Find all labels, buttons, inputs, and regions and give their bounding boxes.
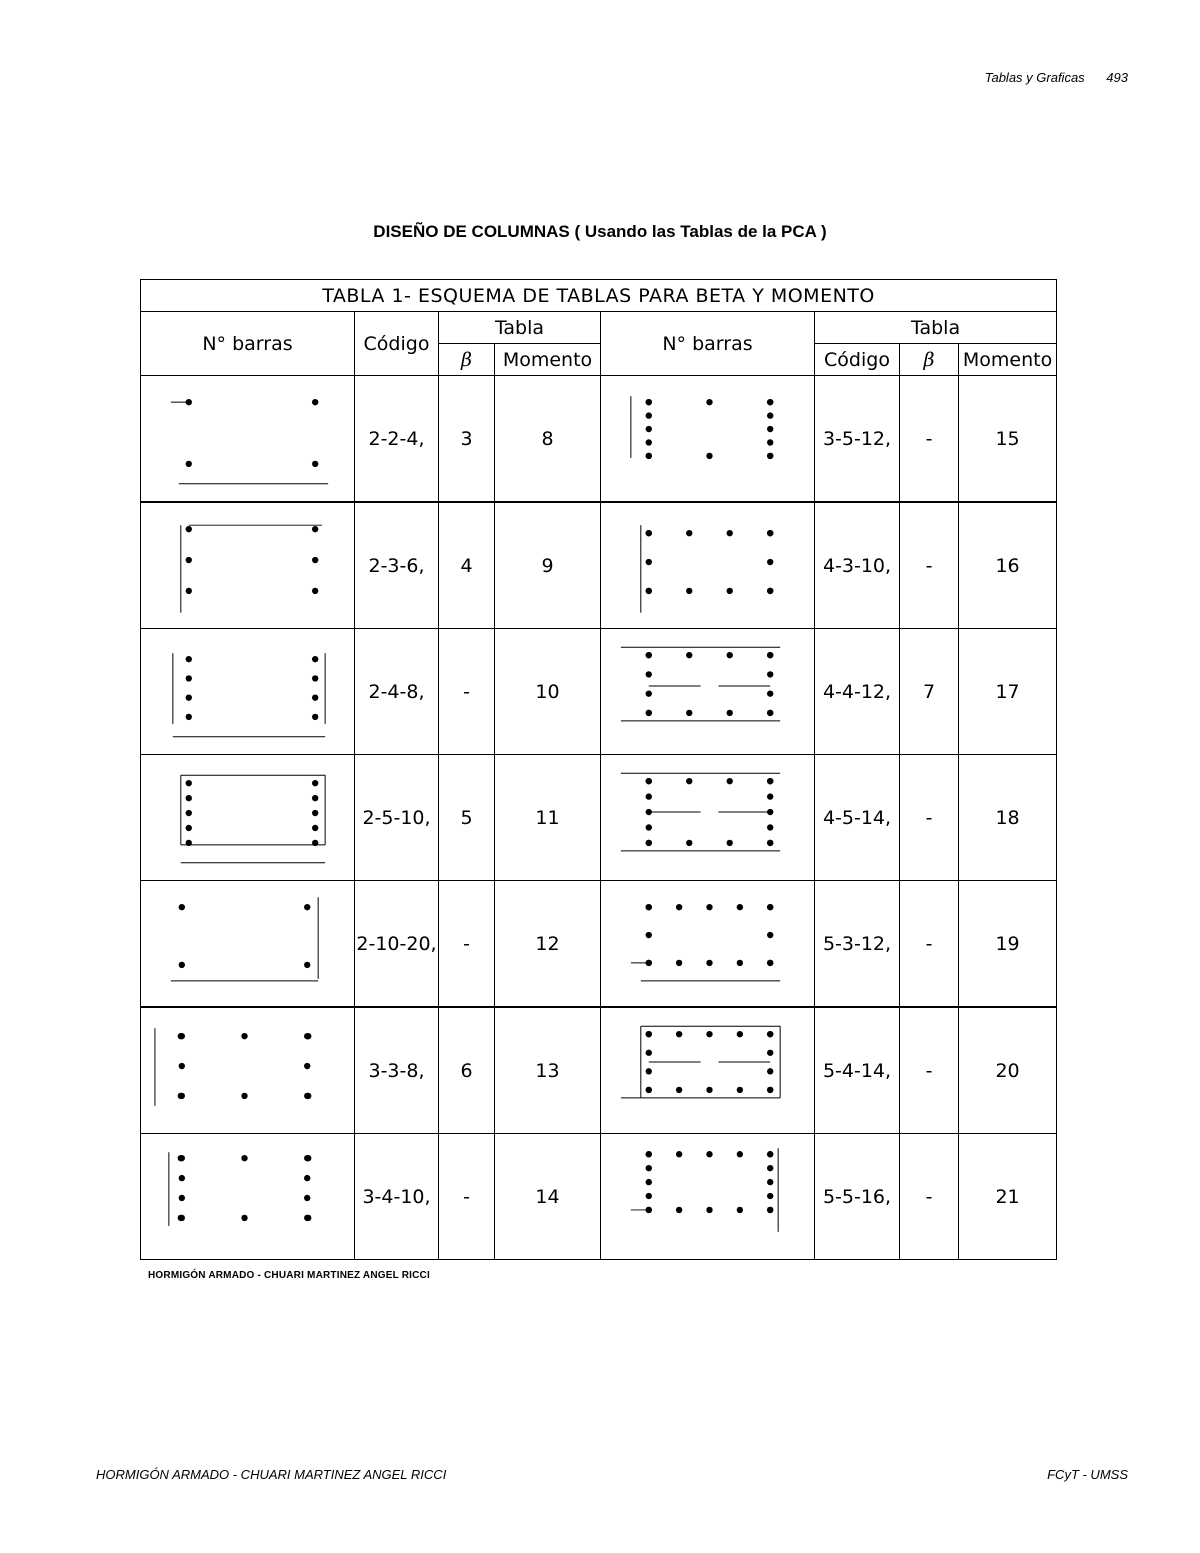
rebar-dot xyxy=(178,1093,184,1099)
section-name: Tablas y Graficas xyxy=(984,70,1085,85)
rebar-dot xyxy=(646,824,652,830)
rebar-dot xyxy=(186,656,192,662)
bar-layout-diagram xyxy=(601,1134,814,1259)
table-row xyxy=(141,881,1057,1008)
rebar-dot xyxy=(304,904,310,910)
bar-layout-diagram xyxy=(601,755,814,880)
column-section-sketch-right xyxy=(601,881,815,1008)
rebar-dot xyxy=(312,588,318,594)
momento-cell: 17 xyxy=(959,629,1057,755)
rebar-dot xyxy=(186,526,192,532)
rebar-dot xyxy=(186,780,192,786)
rebar-dot xyxy=(686,840,692,846)
beta-cell: - xyxy=(900,376,959,503)
rebar-dot xyxy=(186,825,192,831)
header-tabla-left: Tabla xyxy=(439,312,601,344)
rebar-dot xyxy=(737,1151,743,1157)
rebar-dot xyxy=(179,1195,185,1201)
rebar-dot xyxy=(706,453,712,459)
column-section-sketch-left xyxy=(141,376,355,503)
rebar-dot xyxy=(737,960,743,966)
rebar-dot xyxy=(727,588,733,594)
page-title: DISEÑO DE COLUMNAS ( Usando las Tablas de la PCA ) xyxy=(373,222,827,241)
rebar-dot xyxy=(312,780,318,786)
rebar-dot xyxy=(646,932,652,938)
rebar-dot xyxy=(646,1031,652,1037)
momento-cell: 8 xyxy=(495,376,601,503)
codigo-cell: 3-4-10, xyxy=(355,1134,439,1260)
momento-cell: 12 xyxy=(495,881,601,1008)
bar-layout-diagram xyxy=(141,755,354,880)
rebar-dot xyxy=(312,810,318,816)
column-section-sketch-left xyxy=(141,1134,355,1260)
codigo-cell: 3-3-8, xyxy=(355,1007,439,1134)
momento-cell: 15 xyxy=(959,376,1057,503)
rebar-dot xyxy=(767,960,773,966)
bar-layout-diagram xyxy=(601,629,814,754)
beta-cell: 7 xyxy=(900,629,959,755)
rebar-dot xyxy=(686,710,692,716)
header-n-barras-left: N° barras xyxy=(141,312,355,376)
rebar-dot xyxy=(305,1093,311,1099)
rebar-dot xyxy=(767,710,773,716)
rebar-dot xyxy=(676,904,682,910)
column-section-sketch-left xyxy=(141,629,355,755)
rebar-dot xyxy=(305,1215,311,1221)
rebar-dot xyxy=(767,588,773,594)
bar-layout-diagram xyxy=(601,376,814,501)
column-section-sketch-left xyxy=(141,755,355,881)
beta-cell: - xyxy=(900,881,959,1008)
table-row xyxy=(141,629,1057,755)
momento-cell: 10 xyxy=(495,629,601,755)
rebar-dot xyxy=(646,412,652,418)
header-codigo-left: Código xyxy=(355,312,439,376)
rebar-dot xyxy=(312,694,318,700)
column-section-sketch-left xyxy=(141,881,355,1008)
table-row xyxy=(141,1134,1057,1260)
rebar-dot xyxy=(676,960,682,966)
rebar-dot xyxy=(767,652,773,658)
rebar-dot xyxy=(312,557,318,563)
rebar-dot xyxy=(767,932,773,938)
rebar-dot xyxy=(646,1193,652,1199)
momento-cell: 16 xyxy=(959,502,1057,629)
codigo-cell: 2-3-6, xyxy=(355,502,439,629)
rebar-dot xyxy=(737,904,743,910)
footer-left: HORMIGÓN ARMADO - CHUARI MARTINEZ ANGEL RICCI xyxy=(96,1467,447,1482)
rebar-dot xyxy=(646,439,652,445)
rebar-dot xyxy=(767,1151,773,1157)
rebar-dot xyxy=(186,588,192,594)
rebar-dot xyxy=(767,793,773,799)
momento-cell: 9 xyxy=(495,502,601,629)
rebar-dot xyxy=(676,1151,682,1157)
rebar-dot xyxy=(304,1063,310,1069)
header-codigo-right: Código xyxy=(815,344,900,376)
momento-cell: 14 xyxy=(495,1134,601,1260)
bar-layout-diagram xyxy=(141,376,354,501)
rebar-dot xyxy=(646,671,652,677)
rebar-dot xyxy=(727,530,733,536)
rebar-dot xyxy=(186,694,192,700)
bar-layout-diagram xyxy=(141,629,354,754)
codigo-cell: 5-5-16, xyxy=(815,1134,900,1260)
rebar-dot xyxy=(767,904,773,910)
rebar-dot xyxy=(767,840,773,846)
bar-layout-diagram xyxy=(141,1134,354,1259)
rebar-dot xyxy=(767,778,773,784)
rebar-dot xyxy=(312,461,318,467)
rebar-dot xyxy=(676,1087,682,1093)
rebar-dot xyxy=(646,778,652,784)
rebar-dot xyxy=(686,588,692,594)
rebar-dot xyxy=(186,557,192,563)
rebar-dot xyxy=(737,1031,743,1037)
rebar-dot xyxy=(179,962,185,968)
rebar-dot xyxy=(186,810,192,816)
rebar-dot xyxy=(186,675,192,681)
rebar-dot xyxy=(241,1033,247,1039)
rebar-dot xyxy=(706,904,712,910)
header-momento-right: Momento xyxy=(959,344,1057,376)
rebar-dot xyxy=(305,1033,311,1039)
rebar-dot xyxy=(646,690,652,696)
rebar-dot xyxy=(646,399,652,405)
rebar-dot xyxy=(646,1151,652,1157)
rebar-dot xyxy=(767,1087,773,1093)
rebar-dot xyxy=(676,1207,682,1213)
rebar-dot xyxy=(304,962,310,968)
rebar-dot xyxy=(767,1068,773,1074)
header-beta-right: β xyxy=(900,344,959,376)
rebar-dot xyxy=(241,1093,247,1099)
rebar-dot xyxy=(767,412,773,418)
bar-layout-diagram xyxy=(601,503,814,628)
bar-layout-diagram xyxy=(141,503,354,628)
column-section-sketch-right xyxy=(601,1134,815,1260)
beta-cell: - xyxy=(900,1007,959,1134)
rebar-dot xyxy=(706,960,712,966)
rebar-dot xyxy=(186,461,192,467)
bar-layout-diagram xyxy=(601,1008,814,1133)
rebar-dot xyxy=(646,1068,652,1074)
rebar-dot xyxy=(767,1165,773,1171)
rebar-dot xyxy=(312,795,318,801)
bar-layout-diagram xyxy=(601,881,814,1006)
header-n-barras-right: N° barras xyxy=(601,312,815,376)
rebar-dot xyxy=(304,1195,310,1201)
rebar-dot xyxy=(767,1031,773,1037)
bar-layout-diagram xyxy=(141,881,354,1006)
rebar-dot xyxy=(646,793,652,799)
bar-layout-diagram xyxy=(141,1008,354,1133)
rebar-dot xyxy=(686,652,692,658)
rebar-dot xyxy=(179,1175,185,1181)
rebar-dot xyxy=(646,426,652,432)
rebar-dot xyxy=(312,825,318,831)
beta-cell: - xyxy=(439,881,495,1008)
rebar-dot xyxy=(727,840,733,846)
rebar-dot xyxy=(767,426,773,432)
rebar-dot xyxy=(706,1087,712,1093)
rebar-dot xyxy=(767,1179,773,1185)
table-row xyxy=(141,376,1057,503)
codigo-cell: 2-2-4, xyxy=(355,376,439,503)
column-section-sketch-right xyxy=(601,629,815,755)
rebar-dot xyxy=(767,671,773,677)
rebar-dot xyxy=(706,1151,712,1157)
rebar-dot xyxy=(646,840,652,846)
beta-cell: - xyxy=(900,1134,959,1260)
momento-cell: 13 xyxy=(495,1007,601,1134)
header-tabla-right: Tabla xyxy=(815,312,1057,344)
rebar-dot xyxy=(179,904,185,910)
rebar-dot xyxy=(706,1207,712,1213)
rebar-dot xyxy=(178,1155,184,1161)
column-section-sketch-right xyxy=(601,376,815,503)
momento-cell: 18 xyxy=(959,755,1057,881)
rebar-dot xyxy=(646,710,652,716)
table-row xyxy=(141,755,1057,881)
rebar-dot xyxy=(767,530,773,536)
rebar-dot xyxy=(646,1087,652,1093)
beta-momento-table xyxy=(140,279,1057,1260)
column-section-sketch-right xyxy=(601,755,815,881)
codigo-cell: 2-10-20, xyxy=(355,881,439,1008)
rebar-dot xyxy=(178,1215,184,1221)
footer-right: FCyT - UMSS xyxy=(1047,1467,1128,1482)
beta-cell: 3 xyxy=(439,376,495,503)
beta-cell: - xyxy=(439,1134,495,1260)
header-beta-left: β xyxy=(439,344,495,376)
beta-cell: - xyxy=(439,629,495,755)
rebar-dot xyxy=(646,1179,652,1185)
rebar-dot xyxy=(646,652,652,658)
table-body xyxy=(141,376,1057,1260)
rebar-dot xyxy=(179,1063,185,1069)
rebar-dot xyxy=(727,778,733,784)
rebar-dot xyxy=(646,904,652,910)
momento-cell: 19 xyxy=(959,881,1057,1008)
rebar-dot xyxy=(186,795,192,801)
rebar-dot xyxy=(767,399,773,405)
rebar-dot xyxy=(767,824,773,830)
rebar-dot xyxy=(312,714,318,720)
column-section-sketch-left xyxy=(141,1007,355,1134)
rebar-dot xyxy=(767,559,773,565)
beta-cell: 4 xyxy=(439,502,495,629)
rebar-dot xyxy=(767,1207,773,1213)
beta-cell: 6 xyxy=(439,1007,495,1134)
page-number: 493 xyxy=(1106,70,1128,85)
table-row xyxy=(141,502,1057,629)
header-momento-left: Momento xyxy=(495,344,601,376)
rebar-dot xyxy=(767,1193,773,1199)
rebar-dot xyxy=(312,675,318,681)
table-row xyxy=(141,1007,1057,1134)
momento-cell: 11 xyxy=(495,755,601,881)
rebar-dot xyxy=(312,526,318,532)
rebar-dot xyxy=(312,656,318,662)
codigo-cell: 4-5-14, xyxy=(815,755,900,881)
codigo-cell: 2-4-8, xyxy=(355,629,439,755)
rebar-dot xyxy=(727,652,733,658)
codigo-cell: 5-4-14, xyxy=(815,1007,900,1134)
codigo-cell: 4-4-12, xyxy=(815,629,900,755)
rebar-dot xyxy=(706,1031,712,1037)
rebar-dot xyxy=(646,1050,652,1056)
column-section-sketch-right xyxy=(601,502,815,629)
rebar-dot xyxy=(241,1155,247,1161)
rebar-dot xyxy=(646,588,652,594)
rebar-dot xyxy=(767,1050,773,1056)
rebar-dot xyxy=(178,1033,184,1039)
rebar-dot xyxy=(737,1207,743,1213)
rebar-dot xyxy=(676,1031,682,1037)
rebar-dot xyxy=(646,1165,652,1171)
momento-cell: 21 xyxy=(959,1134,1057,1260)
rebar-dot xyxy=(767,439,773,445)
beta-cell: - xyxy=(900,502,959,629)
page-header xyxy=(967,70,1128,85)
codigo-cell: 4-3-10, xyxy=(815,502,900,629)
rebar-dot xyxy=(312,399,318,405)
rebar-dot xyxy=(646,453,652,459)
rebar-dot xyxy=(767,690,773,696)
rebar-dot xyxy=(706,399,712,405)
rebar-dot xyxy=(186,714,192,720)
codigo-cell: 5-3-12, xyxy=(815,881,900,1008)
rebar-dot xyxy=(646,530,652,536)
codigo-cell: 3-5-12, xyxy=(815,376,900,503)
rebar-dot xyxy=(241,1215,247,1221)
table-footnote: HORMIGÓN ARMADO - CHUARI MARTINEZ ANGEL RICCI xyxy=(148,1270,430,1281)
momento-cell: 20 xyxy=(959,1007,1057,1134)
rebar-dot xyxy=(686,530,692,536)
column-section-sketch-left xyxy=(141,502,355,629)
rebar-dot xyxy=(727,710,733,716)
column-section-sketch-right xyxy=(601,1007,815,1134)
rebar-dot xyxy=(305,1155,311,1161)
rebar-dot xyxy=(767,453,773,459)
table-caption: TABLA 1- ESQUEMA DE TABLAS PARA BETA Y MOMENTO xyxy=(141,280,1057,312)
beta-cell: - xyxy=(900,755,959,881)
rebar-dot xyxy=(304,1175,310,1181)
beta-cell: 5 xyxy=(439,755,495,881)
rebar-dot xyxy=(686,778,692,784)
codigo-cell: 2-5-10, xyxy=(355,755,439,881)
rebar-dot xyxy=(737,1087,743,1093)
rebar-dot xyxy=(646,559,652,565)
